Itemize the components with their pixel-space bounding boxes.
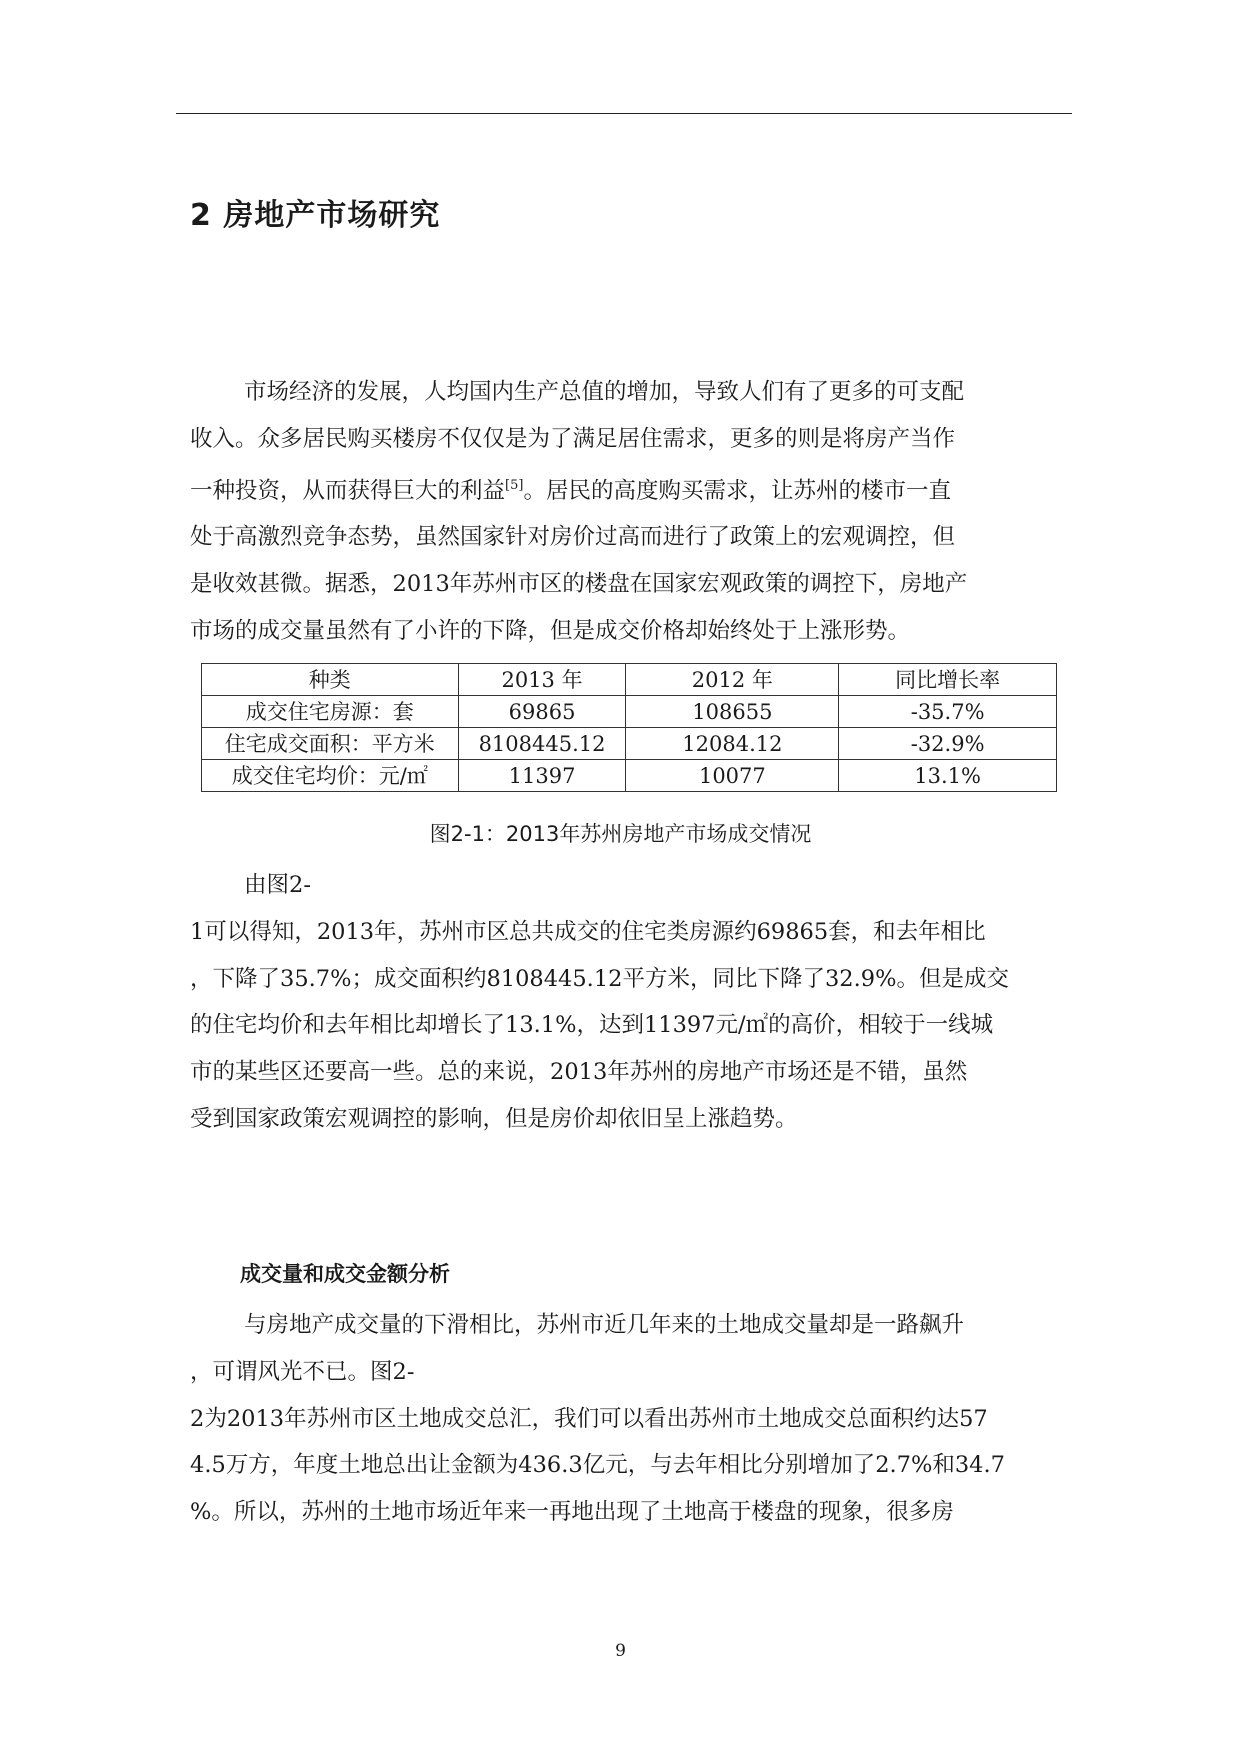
intro-line: [190, 463, 1058, 515]
land-line: 与房地产成交量的下滑相比，苏州市近几年来的土地成交量却是一路飙升: [244, 1312, 965, 1338]
table-header-cell: 2012 年: [626, 664, 839, 696]
analysis-line: 受到国家政策宏观调控的影响，但是房价却依旧呈上涨趋势。: [190, 1105, 798, 1132]
analysis-paragraph: [190, 862, 1058, 1143]
land-line: 4.5万方，年度土地总出让金额为436.3亿元，与去年相比分别增加了2.7%和34.7: [190, 1452, 1005, 1479]
table-cell: 8108445.12: [458, 728, 626, 760]
table-cell: 10077: [626, 760, 839, 792]
land-line: %。所以，苏州的土地市场近年来一再地出现了土地高于楼盘的现象，很多房: [190, 1499, 954, 1526]
intro-line: 是收效甚微。据悉，2013年苏州市区的楼盘在国家宏观政策的调控下，房地产: [190, 571, 968, 598]
intro-line: 市场的成交量虽然有了小许的下降，但是成交价格却始终处于上涨形势。: [190, 617, 911, 644]
analysis-line: 的住宅均价和去年相比却增长了13.1%，达到11397元/㎡的高价，相较于一线城: [190, 1012, 994, 1039]
intro-line-text: 。居民的高度购买需求，让苏州的楼市一直: [523, 477, 951, 504]
table-cell: 13.1%: [839, 760, 1057, 792]
header-rule: [176, 113, 1072, 114]
section-heading: 成交量和成交金额分析: [240, 1262, 450, 1286]
analysis-line: 1可以得知，2013年，苏州市区总共成交的住宅类房源约69865套，和去年相比: [190, 918, 986, 945]
table-header-cell: 2013 年: [458, 664, 626, 696]
table-cell: 12084.12: [626, 728, 839, 760]
table-row: [202, 728, 1057, 760]
chapter-title: 2 房地产市场研究: [190, 198, 441, 233]
table-cell: 69865: [458, 696, 626, 728]
table-cell: 成交住宅房源：套: [202, 696, 459, 728]
intro-line: 市场经济的发展，人均国内生产总值的增加，导致人们有了更多的可支配: [244, 379, 965, 405]
intro-line-text: 一种投资，从而获得巨大的利益: [190, 477, 506, 504]
table-row: [202, 760, 1057, 792]
intro-line: 收入。众多居民购买楼房不仅仅是为了满足居住需求，更多的则是将房产当作: [190, 425, 956, 452]
figure-caption: 图2-1：2013年苏州房地产市场成交情况: [429, 822, 812, 846]
analysis-line: 市的某些区还要高一些。总的来说，2013年苏州的房地产市场还是不错，虽然: [190, 1059, 968, 1086]
table-header-cell: 同比增长率: [839, 664, 1057, 696]
land-line: 2为2013年苏州市区土地成交总汇，我们可以看出苏州市土地成交总面积约达57: [190, 1405, 988, 1432]
table-cell: -35.7%: [839, 696, 1057, 728]
land-line: ，可谓风光不已。图2-: [190, 1358, 415, 1385]
analysis-line: 由图2-: [244, 872, 311, 898]
table-cell: 108655: [626, 696, 839, 728]
citation-ref: [5]: [505, 477, 524, 493]
table-row: [202, 696, 1057, 728]
table-header-row: [202, 664, 1057, 696]
intro-line: 处于高激烈竞争态势，虽然国家针对房价过高而进行了政策上的宏观调控，但: [190, 524, 956, 551]
table-cell: -32.9%: [839, 728, 1057, 760]
table-cell: 住宅成交面积：平方米: [202, 728, 459, 760]
intro-paragraph: [190, 369, 1058, 655]
table-header-cell: 种类: [202, 664, 459, 696]
market-stats-table: [201, 663, 1057, 792]
table-cell: 成交住宅均价：元/㎡: [202, 760, 459, 792]
table-cell: 11397: [458, 760, 626, 792]
page-number: 9: [615, 1641, 626, 1661]
land-paragraph: [190, 1302, 1058, 1536]
analysis-line: ，下降了35.7%；成交面积约8108445.12平方米，同比下降了32.9%。但是成交: [190, 965, 1009, 992]
